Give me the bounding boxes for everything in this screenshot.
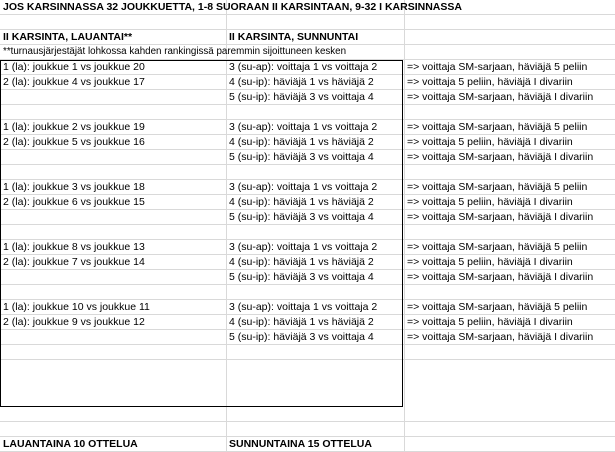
empty-row	[0, 225, 615, 240]
result-cell[interactable]: => voittaja 5 peliin, häviäjä I divariin	[407, 196, 573, 208]
empty-row	[0, 105, 615, 120]
result-cell[interactable]: => voittaja 5 peliin, häviäjä I divariin	[407, 256, 573, 268]
empty-row	[0, 345, 615, 360]
result-cell[interactable]: => voittaja SM-sarjaan, häviäjä I divariin	[407, 151, 594, 163]
sunday-match-cell[interactable]: 5 (su-ip): häviäjä 3 vs voittaja 4	[229, 271, 374, 283]
sunday-match-cell[interactable]: 5 (su-ip): häviäjä 3 vs voittaja 4	[229, 91, 374, 103]
saturday-match-cell[interactable]	[0, 90, 226, 105]
empty-row	[0, 15, 615, 30]
saturday-match-cell[interactable]	[0, 270, 226, 285]
title-row	[0, 0, 615, 15]
empty-row	[0, 285, 615, 300]
note-row	[0, 45, 615, 60]
saturday-match-cell[interactable]: 2 (la): joukkue 9 vs joukkue 12	[3, 316, 145, 328]
footer-row	[0, 437, 615, 452]
result-cell[interactable]: => voittaja SM-sarjaan, häviäjä I divariin	[407, 211, 594, 223]
sunday-match-cell[interactable]: 3 (su-ap): voittaja 1 vs voittaja 2	[229, 241, 378, 253]
result-cell[interactable]: => voittaja SM-sarjaan, häviäjä 5 peliin	[407, 181, 588, 193]
match-row	[0, 180, 615, 195]
saturday-match-cell[interactable]: 1 (la): joukkue 1 vs joukkue 20	[3, 61, 145, 73]
saturday-match-cell[interactable]: 2 (la): joukkue 4 vs joukkue 17	[3, 76, 145, 88]
saturday-match-cell[interactable]	[0, 210, 226, 225]
header-row	[0, 30, 615, 45]
saturday-match-cell[interactable]: 1 (la): joukkue 10 vs joukkue 11	[3, 301, 150, 313]
saturday-match-cell[interactable]: 2 (la): joukkue 5 vs joukkue 16	[3, 136, 145, 148]
saturday-match-cell[interactable]: 2 (la): joukkue 6 vs joukkue 15	[3, 196, 145, 208]
sunday-match-cell[interactable]: 3 (su-ap): voittaja 1 vs voittaja 2	[229, 61, 378, 73]
saturday-total[interactable]: LAUANTAINA 10 OTTELUA	[3, 438, 138, 450]
saturday-match-cell[interactable]: 2 (la): joukkue 7 vs joukkue 14	[3, 256, 145, 268]
result-cell[interactable]: => voittaja 5 peliin, häviäjä I divariin	[407, 136, 573, 148]
match-row	[0, 150, 615, 165]
result-cell[interactable]: => voittaja SM-sarjaan, häviäjä I divariin	[407, 271, 594, 283]
match-row	[0, 195, 615, 210]
sunday-match-cell[interactable]: 4 (su-ip): häviäjä 1 vs häviäjä 2	[229, 316, 374, 328]
match-row	[0, 60, 615, 75]
match-row	[0, 315, 615, 330]
sheet-title[interactable]: JOS KARSINNASSA 32 JOUKKUETTA, 1-8 SUORAAN II KARSINTAAN, 9-32 I KARSINNASSA	[3, 1, 462, 13]
result-cell[interactable]: => voittaja SM-sarjaan, häviäjä I divariin	[407, 331, 594, 343]
match-row	[0, 90, 615, 105]
empty-row	[0, 422, 615, 437]
result-cell[interactable]: => voittaja 5 peliin, häviäjä I divariin	[407, 316, 573, 328]
sunday-match-cell[interactable]: 5 (su-ip): häviäjä 3 vs voittaja 4	[229, 151, 374, 163]
sunday-match-cell[interactable]: 5 (su-ip): häviäjä 3 vs voittaja 4	[229, 331, 374, 343]
match-row	[0, 135, 615, 150]
organizer-note[interactable]: **turnausjärjestäjät lohkossa kahden rankingissä paremmin sijoittuneen kesken	[3, 46, 347, 57]
match-row	[0, 330, 615, 345]
empty-row	[0, 165, 615, 180]
match-row	[0, 210, 615, 225]
sunday-match-cell[interactable]: 4 (su-ip): häviäjä 1 vs häviäjä 2	[229, 196, 374, 208]
match-row	[0, 240, 615, 255]
sunday-match-cell[interactable]: 4 (su-ip): häviäjä 1 vs häviäjä 2	[229, 136, 374, 148]
match-row	[0, 120, 615, 135]
saturday-match-cell[interactable]	[0, 330, 226, 345]
result-cell[interactable]: => voittaja SM-sarjaan, häviäjä 5 peliin	[407, 241, 588, 253]
sunday-match-cell[interactable]: 4 (su-ip): häviäjä 1 vs häviäjä 2	[229, 76, 374, 88]
sunday-match-cell[interactable]: 3 (su-ap): voittaja 1 vs voittaja 2	[229, 181, 378, 193]
result-cell[interactable]: => voittaja SM-sarjaan, häviäjä 5 peliin	[407, 121, 588, 133]
result-cell[interactable]: => voittaja SM-sarjaan, häviäjä I divariin	[407, 91, 594, 103]
saturday-match-cell[interactable]	[0, 150, 226, 165]
saturday-match-cell[interactable]: 1 (la): joukkue 3 vs joukkue 18	[3, 181, 145, 193]
match-row	[0, 300, 615, 315]
sunday-match-cell[interactable]: 4 (su-ip): häviäjä 1 vs häviäjä 2	[229, 256, 374, 268]
match-row	[0, 75, 615, 90]
sunday-match-cell[interactable]: 5 (su-ip): häviäjä 3 vs voittaja 4	[229, 211, 374, 223]
match-row	[0, 255, 615, 270]
sunday-match-cell[interactable]: 3 (su-ap): voittaja 1 vs voittaja 2	[229, 121, 378, 133]
result-cell[interactable]: => voittaja SM-sarjaan, häviäjä 5 peliin	[407, 61, 588, 73]
result-cell[interactable]: => voittaja 5 peliin, häviäjä I divariin	[407, 76, 573, 88]
saturday-match-cell[interactable]: 1 (la): joukkue 8 vs joukkue 13	[3, 241, 145, 253]
saturday-header[interactable]: II KARSINTA, LAUANTAI**	[3, 31, 133, 43]
sunday-match-cell[interactable]: 3 (su-ap): voittaja 1 vs voittaja 2	[229, 301, 378, 313]
sunday-total[interactable]: SUNNUNTAINA 15 OTTELUA	[229, 438, 372, 450]
result-cell[interactable]: => voittaja SM-sarjaan, häviäjä 5 peliin	[407, 301, 588, 313]
saturday-match-cell[interactable]: 1 (la): joukkue 2 vs joukkue 19	[3, 121, 145, 133]
match-row	[0, 270, 615, 285]
empty-row	[0, 407, 615, 422]
sunday-header[interactable]: II KARSINTA, SUNNUNTAI	[229, 31, 359, 43]
